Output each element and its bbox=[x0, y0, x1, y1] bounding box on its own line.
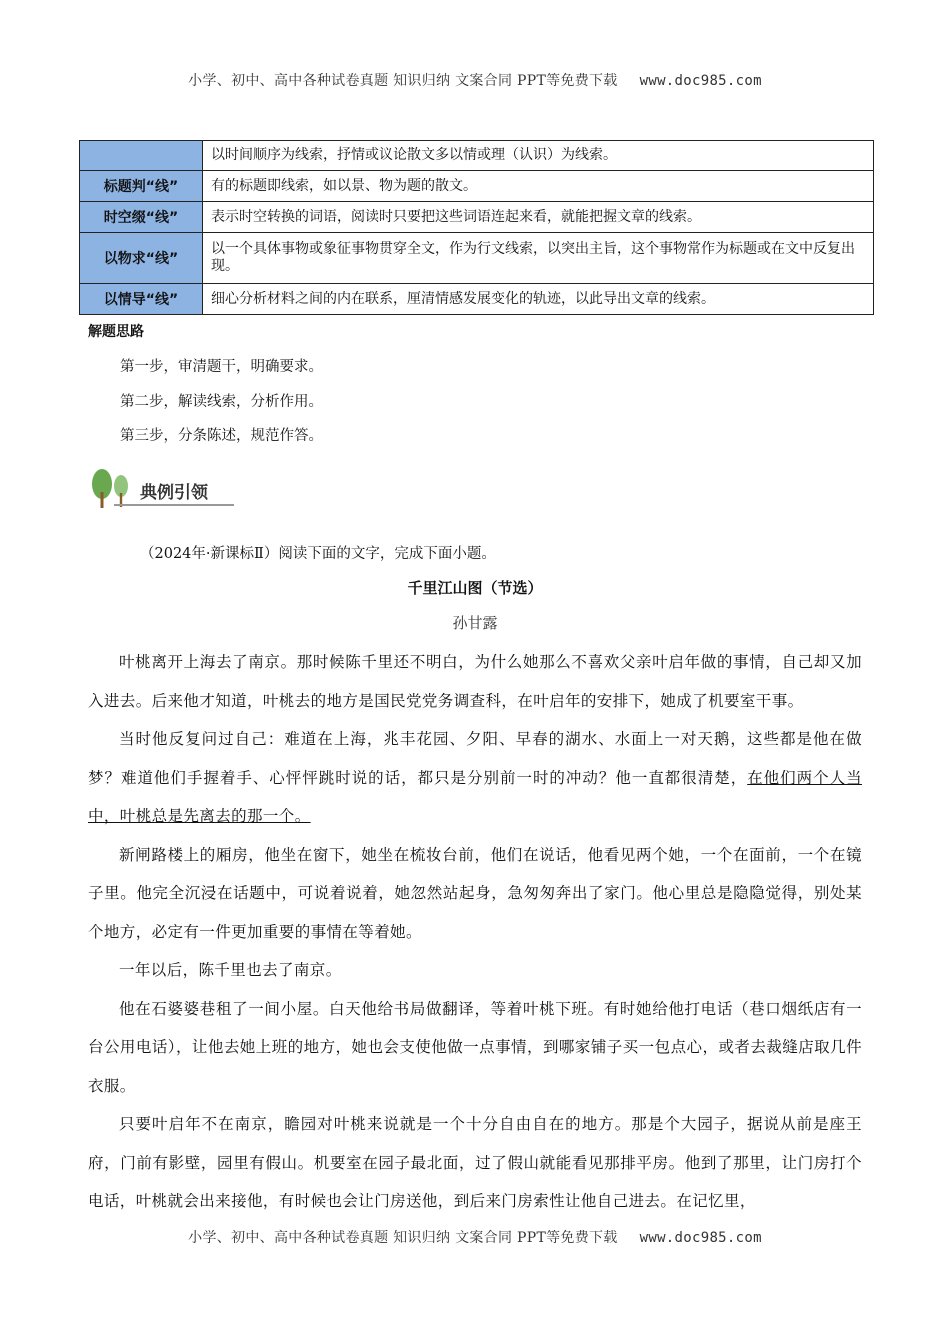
table-value: 有的标题即线索，如以景、物为题的散文。 bbox=[203, 171, 874, 202]
footer-text: 小学、初中、高中各种试卷真题 知识归纳 文案合同 PPT等免费下载 bbox=[188, 1230, 618, 1246]
example-badge bbox=[88, 466, 238, 510]
table-row bbox=[80, 284, 874, 315]
table-value: 以一个具体事物或象征事物贯穿全文，作为行文线索，以突出主旨，这个事物常作为标题或在文中反复出现。 bbox=[203, 233, 874, 284]
badge-underline bbox=[114, 504, 234, 506]
clue-table bbox=[79, 140, 874, 315]
table-value: 表示时空转换的词语，阅读时只要把这些词语连起来看，就能把握文章的线索。 bbox=[203, 202, 874, 233]
passage-title: 千里江山图（节选） bbox=[407, 579, 543, 597]
method-step: 第三步，分条陈述，规范作答。 bbox=[120, 428, 323, 444]
paragraph: 叶桃离开上海去了南京。那时候陈千里还不明白，为什么她那么不喜欢父亲叶启年做的事情，自己却又加入进去。后来他才知道，叶桃去的地方是国民党党务调查科，在叶启年的安排下，她成了机要室干事。 bbox=[88, 653, 862, 710]
table-value: 以时间顺序为线索，抒情或议论散文多以情或理（认识）为线索。 bbox=[203, 141, 874, 171]
page-header bbox=[0, 70, 950, 90]
table-row bbox=[80, 233, 874, 284]
question-source: （2024年·新课标Ⅱ）阅读下面的文字，完成下面小题。 bbox=[140, 546, 496, 562]
page-footer bbox=[0, 1227, 950, 1247]
method-step: 第一步，审清题干，明确要求。 bbox=[120, 359, 323, 375]
table-key bbox=[80, 141, 203, 171]
paragraph: 只要叶启年不在南京，瞻园对叶桃来说就是一个十分自由自在的地方。那是个大园子，据说从前是座王府，门前有影壁，园里有假山。机要室在园子最北面，过了假山就能看见那排平房。他到了那里，让门房打个电话，叶桃就会出来接他，有时候也会让门房送他，到后来门房索性让他自己进去。在记忆里， bbox=[88, 1115, 862, 1210]
table-row bbox=[80, 202, 874, 233]
table-value: 细心分析材料之间的内在联系，厘清情感发展变化的轨迹，以此导出文章的线索。 bbox=[203, 284, 874, 315]
table-key: 时空缀“线” bbox=[80, 202, 203, 233]
table-key: 以物求“线” bbox=[80, 233, 203, 284]
paragraph bbox=[88, 720, 862, 836]
paragraph: 他在石婆婆巷租了一间小屋。白天他给书局做翻译，等着叶桃下班。有时她给他打电话（巷口烟纸店有一台公用电话），让他去她上班的地方，她也会支使他做一点事情，到哪家铺子买一包点心，或者去裁缝店取几件衣服。 bbox=[88, 999, 862, 1095]
header-url[interactable]: www.doc985.com bbox=[639, 73, 762, 89]
method-step: 第二步，解读线索，分析作用。 bbox=[120, 394, 323, 410]
method-label: 解题思路 bbox=[88, 324, 144, 340]
underlined-sentence: 在他们两个人当中，叶桃总是先离去的那一个。 bbox=[88, 768, 862, 825]
header-text: 小学、初中、高中各种试卷真题 知识归纳 文案合同 PPT等免费下载 bbox=[188, 73, 618, 89]
table-key: 以情导“线” bbox=[80, 284, 203, 315]
footer-url[interactable]: www.doc985.com bbox=[639, 1230, 762, 1246]
badge-text: 典例引领 bbox=[140, 483, 208, 503]
paragraph-text: 当时他反复问过自己：难道在上海，兆丰花园、夕阳、早春的湖水、水面上一对天鹅，这些都是他在做梦？难道他们手握着手、心怦怦跳时说的话，都只是分别前一时的冲动？他一直都很清楚， bbox=[88, 730, 862, 787]
passage-body bbox=[88, 643, 862, 1221]
passage-author: 孙甘露 bbox=[452, 614, 498, 632]
paragraph: 新闸路楼上的厢房，他坐在窗下，她坐在梳妆台前，他们在说话，他看见两个她，一个在面前，一个在镜子里。他完全沉浸在话题中，可说着说着，她忽然站起身，急匆匆奔出了家门。他心里总是隐隐觉得，别处某个地方，必定有一件更加重要的事情在等着她。 bbox=[88, 845, 862, 941]
table-row bbox=[80, 141, 874, 171]
paragraph: 一年以后，陈千里也去了南京。 bbox=[119, 961, 342, 979]
table-key: 标题判“线” bbox=[80, 171, 203, 202]
table-row bbox=[80, 171, 874, 202]
